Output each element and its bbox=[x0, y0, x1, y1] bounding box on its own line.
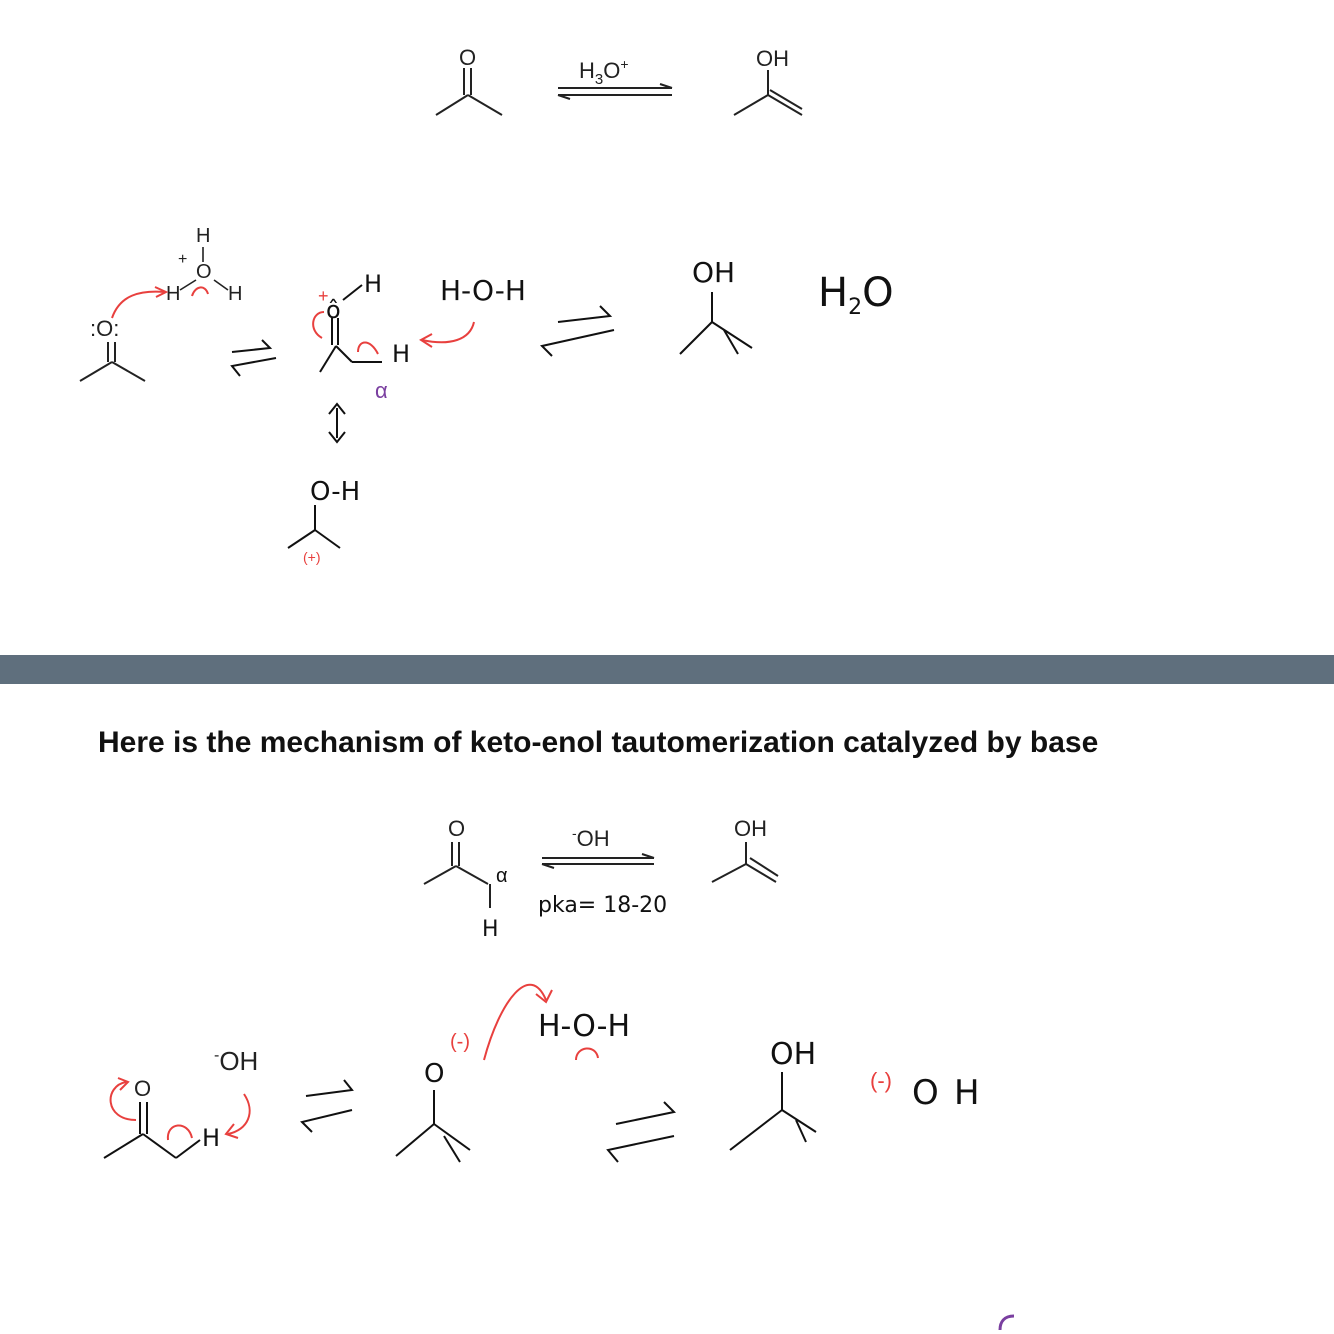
alpha-h: H bbox=[392, 340, 411, 368]
curved-arrow-icon bbox=[168, 1125, 192, 1140]
equilibrium-arrows-icon bbox=[542, 854, 654, 868]
enolate-charge: (-) bbox=[450, 1031, 470, 1053]
hydronium-plus: + bbox=[178, 251, 188, 268]
hydroxide-product-h: H bbox=[954, 1073, 980, 1113]
water-label: H-O-H bbox=[538, 1009, 631, 1044]
curved-arrow-icon bbox=[358, 343, 378, 355]
curved-arrow-icon bbox=[484, 985, 546, 1060]
enol-skeleton bbox=[680, 292, 752, 354]
alpha-h: H bbox=[482, 917, 499, 942]
alpha-symbol: α bbox=[375, 378, 388, 403]
alpha-symbol: α bbox=[496, 865, 508, 887]
equilibrium-arrows-icon bbox=[558, 84, 672, 99]
water-product: $H_2O$ bbox=[818, 270, 894, 320]
equilibrium-arrows-icon bbox=[232, 340, 276, 376]
section-divider bbox=[0, 655, 1334, 684]
curved-arrow-icon bbox=[576, 1048, 598, 1060]
hydronium-h-left: H bbox=[166, 283, 181, 305]
water-label: H-O-H bbox=[440, 274, 526, 307]
hydronium-h-top: H bbox=[196, 225, 211, 247]
pka-label: pka= 18-20 bbox=[538, 893, 668, 918]
equilibrium-arrows-icon bbox=[542, 306, 614, 356]
equilibrium-arrows-icon bbox=[608, 1102, 674, 1162]
enol-structure bbox=[734, 70, 802, 115]
curved-arrow-icon bbox=[313, 312, 324, 338]
positive-charge-icon: + bbox=[318, 286, 329, 306]
protonated-h: H bbox=[364, 270, 383, 298]
base-overview-reaction bbox=[424, 816, 778, 942]
enolate-o: O bbox=[424, 1059, 445, 1089]
resonance-oh: O-H bbox=[310, 477, 361, 507]
equilibrium-arrows-icon bbox=[302, 1080, 352, 1132]
acid-overview-reaction bbox=[436, 45, 802, 115]
base-mechanism bbox=[104, 985, 1014, 1330]
protonated-o: ô bbox=[326, 296, 341, 324]
curved-arrow-icon bbox=[192, 287, 208, 296]
acid-mechanism bbox=[80, 225, 894, 565]
hydronium-h-right: H bbox=[228, 283, 243, 305]
hydronium-o: O bbox=[196, 261, 212, 283]
enol-oh-label: OH bbox=[756, 46, 789, 71]
acetone-o-label: O bbox=[459, 45, 477, 70]
ketone-o-label: :O: bbox=[90, 316, 120, 341]
acetone-structure bbox=[424, 842, 490, 908]
resonance-skeleton bbox=[288, 505, 340, 548]
acid-reagent-label: $H_3O^+$ bbox=[579, 56, 629, 88]
hydroxide-product-o: O bbox=[912, 1073, 939, 1113]
enolate-skeleton bbox=[396, 1090, 470, 1162]
enol-oh-label: OH bbox=[770, 1037, 817, 1072]
positive-charge-icon: (+) bbox=[303, 549, 321, 565]
enol-oh-label: OH bbox=[734, 816, 767, 841]
enol-oh-label: OH bbox=[692, 256, 736, 289]
acetone-o-label: O bbox=[448, 816, 466, 841]
resonance-arrow-icon bbox=[329, 404, 345, 442]
hydroxide-product-charge: (-) bbox=[870, 1068, 892, 1093]
hydroxide-label: -OH bbox=[214, 1046, 259, 1076]
ketone-skeleton bbox=[80, 342, 145, 381]
section-heading: Here is the mechanism of keto-enol tautomerization catalyzed by base bbox=[98, 726, 1099, 759]
base-reagent-label: -OH bbox=[572, 825, 610, 851]
curved-arrow-icon bbox=[422, 322, 474, 342]
enol-structure bbox=[712, 842, 778, 882]
ketone-o-label: O bbox=[134, 1076, 152, 1101]
ketone-skeleton bbox=[104, 1102, 200, 1158]
stray-ink-mark bbox=[1000, 1316, 1014, 1330]
alpha-h: H bbox=[202, 1124, 221, 1152]
acetone-structure bbox=[436, 68, 502, 115]
enol-skeleton bbox=[730, 1072, 816, 1150]
